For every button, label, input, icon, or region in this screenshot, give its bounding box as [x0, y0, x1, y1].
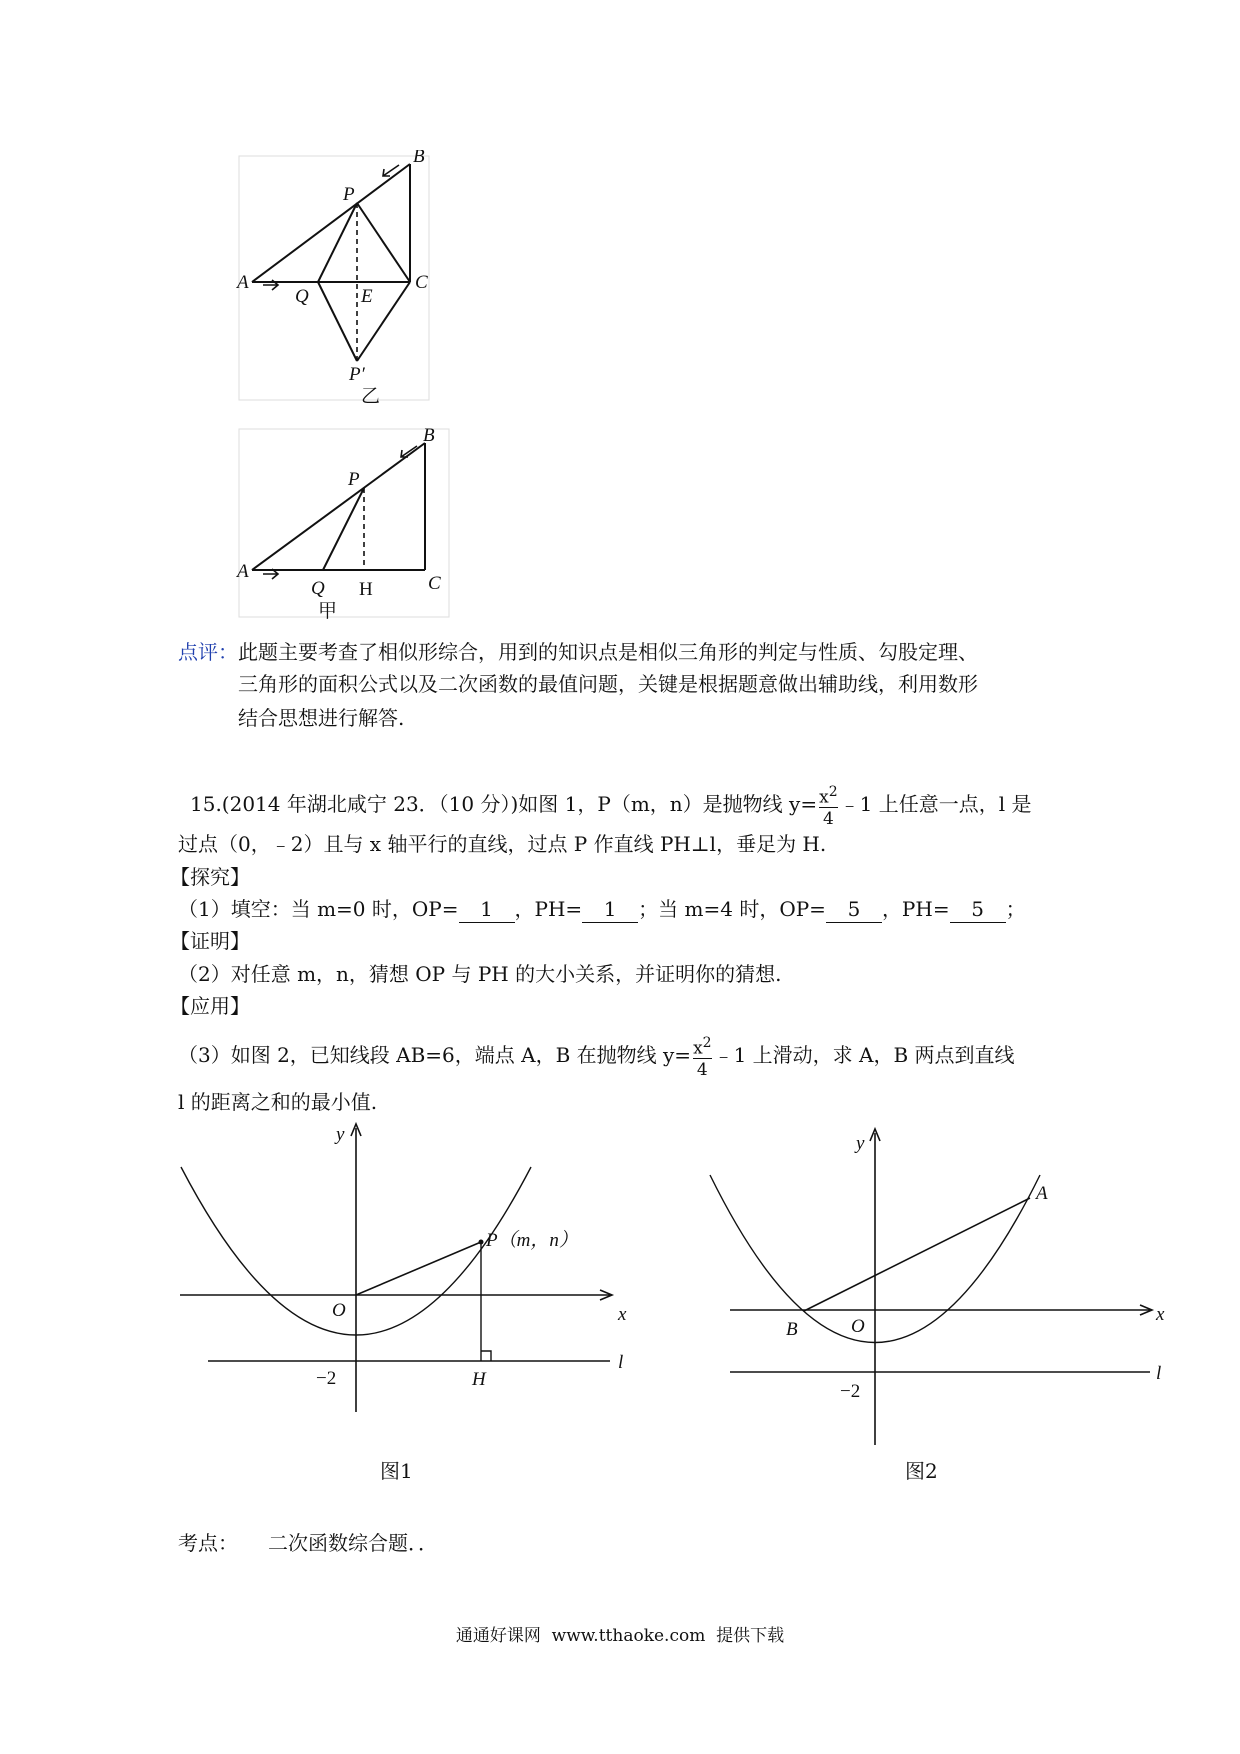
review-line-2: 三角形的面积公式以及二次函数的最值问题，关键是根据题意做出辅助线，利用数形 [238, 672, 978, 696]
fig1-label-o: O [332, 1300, 346, 1321]
kaodian-text: 二次函数综合题．． [268, 1531, 438, 1555]
question-2: （2）对任意 m，n，猜想 OP 与 PH 的大小关系，并证明你的猜想. [178, 962, 782, 986]
q1-text-c: ；当 m=4 时，OP= [638, 897, 826, 921]
fig1-label-x: x [618, 1304, 627, 1325]
jia-label-p: P [348, 469, 360, 490]
frac2-sup: 2 [702, 1035, 712, 1052]
review-label: 点评： [178, 640, 238, 664]
kaodian-line [178, 1527, 438, 1559]
q1-answer-ph-m4: 5 [950, 896, 1006, 923]
yi-label-e: E [361, 286, 373, 307]
figure-jia [235, 425, 455, 625]
jia-label-q: Q [311, 578, 325, 599]
review-line-1 [178, 636, 978, 668]
problem-line1-pre: 15.(2014 年湖北咸宁 23．（10 分）)如图 1，P（m，n）是抛物线 y= [190, 792, 818, 816]
yi-label-c: C [415, 272, 428, 293]
frac-sup: 2 [828, 784, 838, 801]
figure-1 [170, 1120, 650, 1420]
question-1 [178, 893, 1026, 925]
jia-caption: 甲 [318, 601, 338, 622]
q1-text-e: ； [1005, 897, 1026, 921]
review-line-3: 结合思想进行解答. [238, 706, 405, 730]
q1-text-a: （1）填空：当 m=0 时，OP= [178, 897, 459, 921]
fig1-label-h: H [472, 1369, 486, 1390]
frac-num: x [819, 787, 829, 808]
jia-label-a: A [237, 561, 249, 582]
figure-2-caption: 图2 [905, 1459, 938, 1483]
section-prove: 【证明】 [170, 929, 250, 953]
parabola-fraction [819, 783, 838, 828]
fig1-label-y: y [336, 1124, 345, 1145]
q1-answer-ph-m0: 1 [582, 896, 638, 923]
frac-den: 4 [819, 807, 838, 828]
fig2-label-minus2: −2 [840, 1381, 861, 1402]
page-footer: 通通好课网 www.tthaoke.com 提供下载 [455, 1626, 785, 1646]
frac2-num: x [693, 1038, 703, 1059]
section-apply: 【应用】 [170, 994, 250, 1018]
fig1-label-p: P（m，n） [486, 1230, 578, 1251]
q1-answer-op-m0: 1 [459, 896, 515, 923]
fig2-label-y: y [856, 1133, 865, 1154]
jia-label-c: C [428, 573, 441, 594]
parabola-fraction-2 [693, 1034, 712, 1079]
fig2-label-o: O [851, 1316, 865, 1337]
q1-text-d: ，PH= [881, 897, 950, 921]
fig2-label-l: l [1156, 1363, 1162, 1384]
problem-line-1 [190, 776, 1031, 832]
review-text-1: 此题主要考查了相似形综合，用到的知识点是相似三角形的判定与性质、勾股定理、 [238, 640, 978, 664]
yi-label-p: P [343, 184, 355, 205]
fig1-label-minus2: −2 [316, 1368, 337, 1389]
jia-label-h: H [359, 579, 373, 600]
frac2-den: 4 [693, 1058, 712, 1079]
problem-line1-post: ﹣1 上任意一点，l 是 [839, 792, 1032, 816]
fig2-label-x: x [1156, 1304, 1165, 1325]
q3-text-post: ﹣1 上滑动，求 A，B 两点到直线 [713, 1043, 1015, 1067]
figure-yi [235, 150, 435, 410]
fig2-label-a: A [1036, 1183, 1048, 1204]
question-3-line-2: l 的距离之和的最小值. [178, 1090, 378, 1114]
yi-label-p-prime: P′ [349, 364, 365, 385]
q1-text-b: ，PH= [514, 897, 583, 921]
figure-1-caption: 图1 [380, 1459, 413, 1483]
yi-label-q: Q [295, 286, 309, 307]
q1-answer-op-m4: 5 [826, 896, 882, 923]
kaodian-label: 考点： [178, 1531, 238, 1555]
yi-label-a: A [237, 272, 249, 293]
jia-label-b: B [423, 425, 435, 446]
section-explore: 【探究】 [170, 865, 250, 889]
fig1-label-l: l [618, 1352, 624, 1373]
yi-label-b: B [413, 150, 425, 167]
question-3 [178, 1027, 1015, 1083]
problem-line-2: 过点（0，﹣2）且与 x 轴平行的直线，过点 P 作直线 PH⊥l，垂足为 H. [178, 832, 827, 856]
figure-2 [700, 1125, 1170, 1455]
fig2-label-b: B [786, 1319, 798, 1340]
yi-caption: 乙 [361, 386, 381, 407]
q3-text-pre: （3）如图 2，已知线段 AB=6，端点 A，B 在抛物线 y= [178, 1043, 692, 1067]
